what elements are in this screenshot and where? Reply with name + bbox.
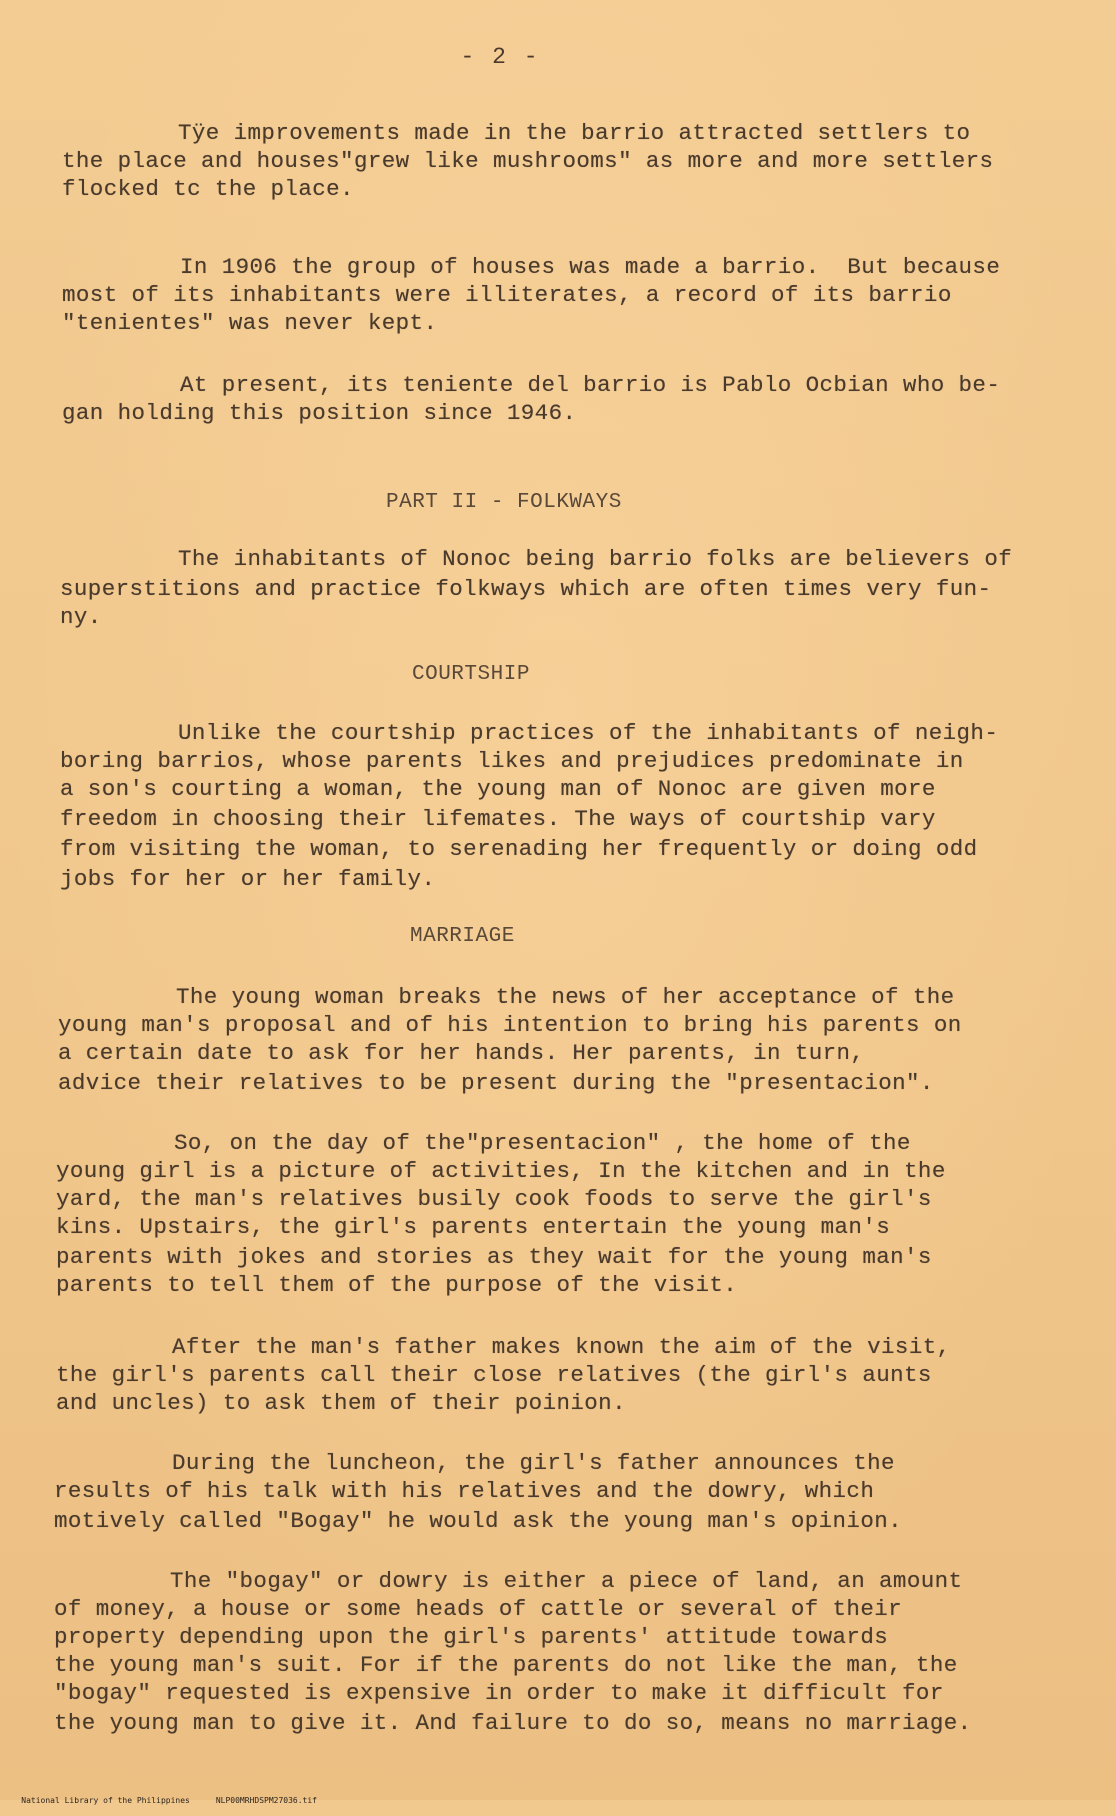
paragraph-9-line-1: During the luncheon, the girl's father announces the: [172, 1450, 895, 1476]
paragraph-6-line-3: a certain date to ask for her hands. Her parents, in turn,: [58, 1040, 865, 1066]
paragraph-10-line-5: "bogay" requested is expensive in order to make it difficult for: [54, 1680, 944, 1706]
paragraph-8-line-1: After the man's father makes known the aim of the visit,: [172, 1334, 951, 1360]
paragraph-4-line-1: The inhabitants of Nonoc being barrio folks are believers of: [178, 546, 1013, 572]
paragraph-7-line-2: young girl is a picture of activities, In the kitchen and in the: [56, 1158, 946, 1184]
page-number: - 2 -: [460, 44, 540, 70]
paragraph-2-line-3: "tenientes" was never kept.: [62, 310, 438, 336]
paragraph-4-line-2: superstitions and practice folkways which are often times very fun-: [60, 576, 992, 602]
paragraph-5-line-5: from visiting the woman, to serenading her frequently or doing odd: [60, 836, 978, 862]
paragraph-9-line-2: results of his talk with his relatives and the dowry, which: [54, 1478, 875, 1504]
paragraph-7-line-5: parents with jokes and stories as they wait for the young man's: [56, 1244, 932, 1270]
heading-part-ii-folkways: PART II - FOLKWAYS: [386, 491, 622, 514]
paragraph-10-line-3: property depending upon the girl's parents' attitude towards: [54, 1624, 889, 1650]
paragraph-7-line-1: So, on the day of the"presentacion" , the home of the: [174, 1130, 911, 1156]
paragraph-8-line-2: the girl's parents call their close relatives (the girl's aunts: [56, 1362, 932, 1388]
paragraph-10-line-4: the young man's suit. For if the parents do not like the man, the: [54, 1652, 958, 1678]
paragraph-7-line-6: parents to tell them of the purpose of the visit.: [56, 1272, 738, 1298]
paragraph-1-line-2: the place and houses"grew like mushrooms" as more and more settlers: [62, 148, 994, 174]
heading-courtship: COURTSHIP: [412, 663, 530, 686]
paragraph-5-line-4: freedom in choosing their lifemates. The ways of courtship vary: [60, 806, 936, 832]
paragraph-5-line-6: jobs for her or her family.: [60, 866, 436, 892]
paragraph-3-line-2: gan holding this position since 1946.: [62, 400, 577, 426]
paragraph-10-line-6: the young man to give it. And failure to do so, means no marriage.: [54, 1710, 972, 1736]
paragraph-5-line-3: a son's courting a woman, the young man of Nonoc are given more: [60, 776, 936, 802]
heading-marriage: MARRIAGE: [410, 925, 515, 948]
paragraph-7-line-4: kins. Upstairs, the girl's parents entertain the young man's: [56, 1214, 891, 1240]
paragraph-1-line-1: Tÿe improvements made in the barrio attracted settlers to: [178, 120, 971, 146]
paragraph-2-line-1: In 1906 the group of houses was made a barrio. But because: [180, 254, 1001, 280]
paragraph-8-line-3: and uncles) to ask them of their poinion.: [56, 1390, 626, 1416]
paragraph-2-line-2: most of its inhabitants were illiterates, a record of its barrio: [62, 282, 952, 308]
paragraph-10-line-1: The "bogay" or dowry is either a piece of land, an amount: [170, 1568, 963, 1594]
paragraph-6-line-2: young man's proposal and of his intention to bring his parents on: [58, 1012, 962, 1038]
paragraph-6-line-4: advice their relatives to be present during the "presentacion".: [58, 1070, 934, 1096]
paragraph-10-line-2: of money, a house or some heads of cattle or several of their: [54, 1596, 903, 1622]
paragraph-3-line-1: At present, its teniente del barrio is Pablo Ocbian who be-: [180, 372, 1001, 398]
paragraph-5-line-1: Unlike the courtship practices of the inhabitants of neigh-: [178, 720, 999, 746]
footer-library-name: National Library of the Philippines: [21, 1796, 190, 1805]
scan-footer: [2, 1786, 343, 1816]
paragraph-1-line-3: flocked tc the place.: [62, 176, 354, 202]
footer-file-id: NLP00MRHDSPM27036.tif: [215, 1796, 317, 1805]
paragraph-5-line-2: boring barrios, whose parents likes and prejudices predominate in: [60, 748, 964, 774]
paragraph-4-line-3: ny.: [60, 604, 102, 630]
paragraph-7-line-3: yard, the man's relatives busily cook foods to serve the girl's: [56, 1186, 932, 1212]
paragraph-9-line-3: motively called "Bogay" he would ask the young man's opinion.: [54, 1508, 903, 1534]
paragraph-6-line-1: The young woman breaks the news of her acceptance of the: [176, 984, 955, 1010]
